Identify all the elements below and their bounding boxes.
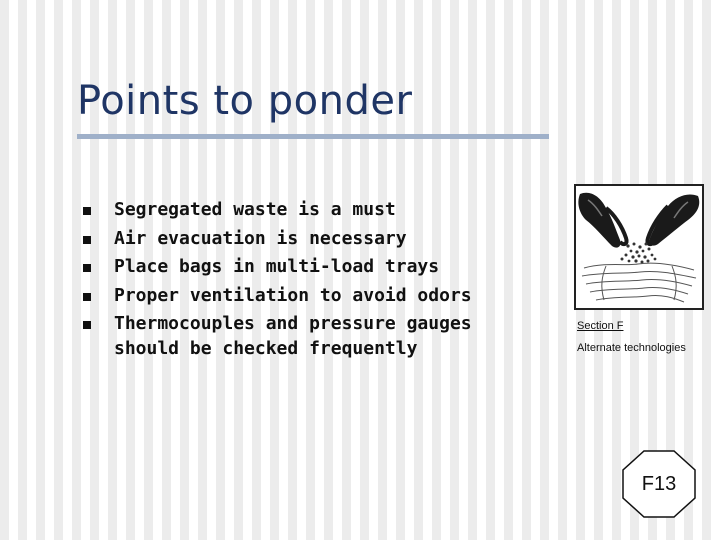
bullet-text: Place bags in multi-load trays — [114, 256, 440, 277]
bullet-text: Segregated waste is a must — [114, 199, 396, 220]
subsection-label: Alternate technologies — [577, 342, 686, 354]
bullet-item — [83, 282, 533, 311]
square-bullet-icon — [83, 321, 91, 329]
illustration-frame — [574, 184, 704, 310]
bullet-list — [83, 196, 533, 361]
badge-code: F13 — [641, 472, 677, 495]
bullet-item — [83, 253, 533, 282]
square-bullet-icon — [83, 293, 91, 301]
bullet-item — [83, 225, 533, 254]
slide-title: Points to ponder — [77, 78, 413, 124]
section-label: Section F — [577, 320, 624, 332]
square-bullet-icon — [83, 236, 91, 244]
bullet-item — [83, 196, 533, 225]
bullet-item — [83, 310, 533, 361]
bullet-text: Proper ventilation to avoid odors — [114, 284, 472, 306]
hands-pouring-grains-illustration — [576, 186, 702, 308]
bullet-text: Air evacuation is necessary — [114, 227, 407, 249]
bullet-text: Thermocouples and pressure gauges should be checked frequently — [114, 313, 472, 359]
square-bullet-icon — [83, 264, 91, 272]
square-bullet-icon — [83, 207, 91, 215]
title-underline — [77, 134, 549, 139]
